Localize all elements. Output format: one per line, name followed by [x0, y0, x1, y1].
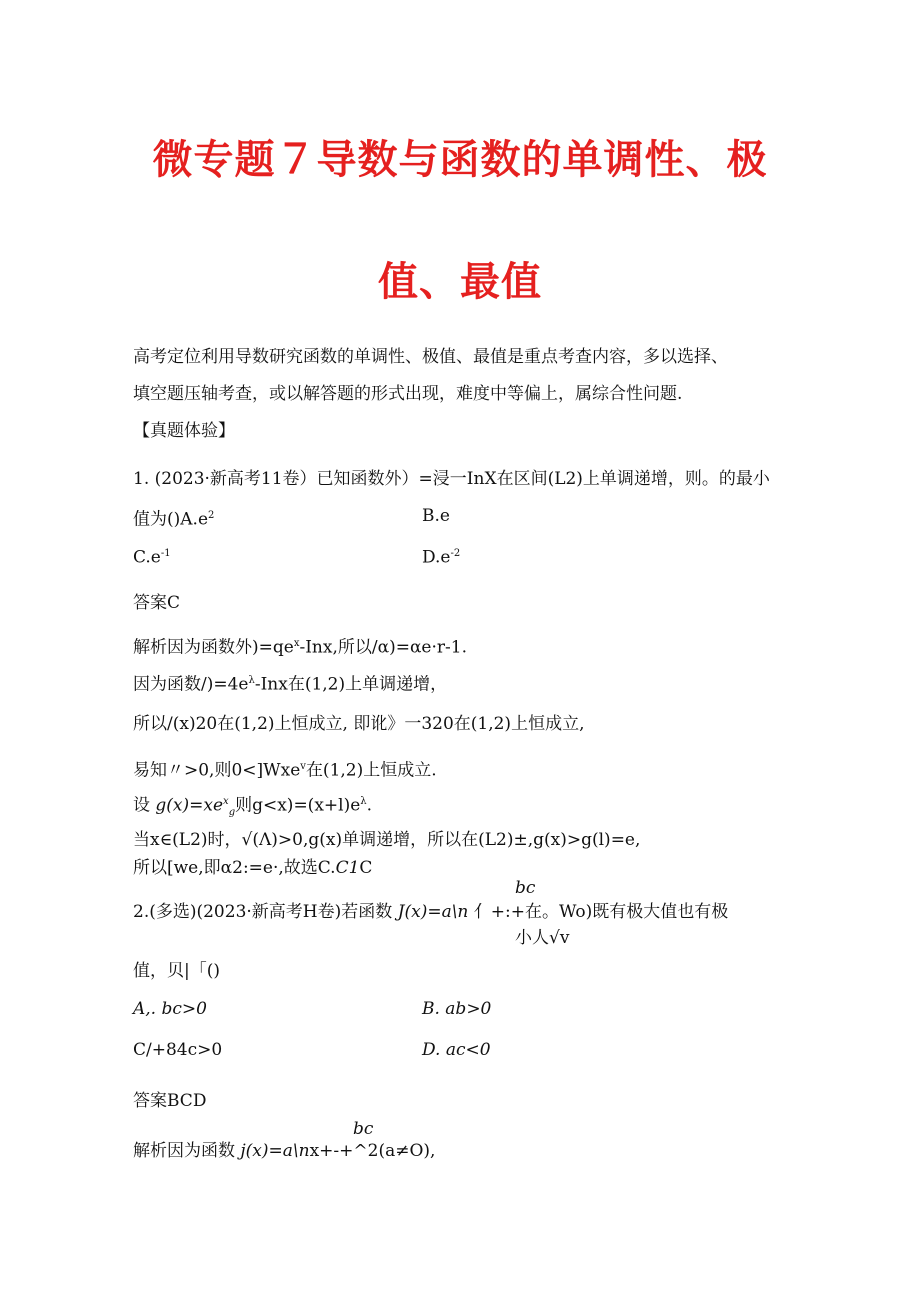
q1-solution-line-3: 所以/(x)20在(1,2)上恒成立, 即讹》一320在(1,2)上恒成立, [133, 714, 585, 734]
q2-function: J(x)=a\n [397, 902, 469, 922]
q1-solution-line-7 [133, 857, 372, 879]
title-line-1: 微专题７导数与函数的单调性、极 [152, 137, 768, 183]
q1-solution-line-1 [133, 633, 467, 659]
q1-option-a: A.e [180, 509, 209, 530]
q2-solution-line-1 [133, 1140, 435, 1162]
q1-sol2-exponent: λ [248, 675, 255, 686]
q1-answer: 答案C [133, 593, 181, 613]
q1-solution-line-6: 当x∈(L2)时，√(Λ)>0,g(x)单调递增，所以在(L2)±,g(x)>g(l)=e, [133, 830, 641, 850]
q1-solution-line-2 [133, 670, 447, 696]
q1-option-b: B.e [422, 506, 450, 526]
q1-option-d-exponent: -2 [450, 548, 461, 559]
q2-option-b: B. ab>0 [422, 999, 492, 1019]
q2-stem-line-1 [133, 901, 728, 923]
q1-sol1-text: 解析因为函数外)=qe [133, 637, 294, 658]
q1-option-d: D.e [422, 547, 451, 568]
q2-fraction-numerator: bc [515, 878, 536, 898]
q1-sol5-subscript: g [228, 807, 236, 819]
q1-sol7-text: 所以[we,即α2:=e·,故选C. [133, 858, 336, 878]
q1-sol2-text: 因为函数/)=4e [133, 674, 249, 695]
q2-stem-rest: 亻+:+在。Wo)既有极大值也有极 [473, 902, 729, 922]
q1-sol5-end: . [366, 795, 373, 816]
q2-solution-fraction-numerator: bc [353, 1119, 374, 1139]
q2-option-c: C∕+84c>0 [133, 1040, 223, 1060]
q1-stem-text: 值为() [133, 509, 181, 530]
q1-sol5-exponent: x [223, 796, 229, 807]
title-line-2: 值、最值 [378, 259, 542, 305]
q2-sol1-text: 解析因为函数 [133, 1141, 235, 1161]
q2-option-d: D. ac<0 [422, 1040, 491, 1060]
q2-fraction-denominator: 小人√v [515, 928, 570, 948]
section-heading: 【真题体验】 [133, 421, 235, 441]
q1-sol4-exponent: v [300, 761, 306, 772]
q1-option-c-exponent: -1 [160, 548, 171, 559]
q1-sol5-lead: 设 [133, 795, 150, 816]
q1-sol7-italic: C1 [335, 858, 360, 878]
q2-answer: 答案BCD [133, 1091, 207, 1111]
q1-sol4-text: 易知〃>0,则0<]Wxe [133, 760, 301, 781]
q2-sol1-function: j(x)=a\n [240, 1141, 310, 1161]
q1-sol7-end: C [359, 858, 373, 878]
q1-sol4-rest: 在(1,2)上恒成立. [305, 760, 437, 781]
q1-sol5-function: g(x)=xe [155, 795, 224, 816]
q2-sol1-rest: x+-+^2(a≠O), [309, 1141, 436, 1161]
q1-solution-line-5 [133, 791, 372, 824]
q1-sol5-exponent-2: λ [360, 796, 367, 807]
q1-sol5-derivative: 则g<x)=(x+l)e [235, 795, 361, 816]
intro-line-1: 高考定位利用导数研究函数的单调性、极值、最值是重点考查内容，多以选择、 [133, 347, 728, 367]
q1-sol2-rest: -Inx在(1,2)上单调递增， [254, 674, 448, 695]
q2-option-a: A,. bc>0 [133, 999, 207, 1019]
q1-stem-line-1: 1. (2023·新高考11卷）已知函数外）=浸一InX在区间(L2)上单调递增，则。的最小 [133, 469, 770, 489]
q1-stem-line-2 [133, 505, 214, 531]
q1-option-c-line [133, 543, 171, 569]
q1-sol1-exponent: x [293, 638, 300, 649]
q1-option-c: C.e [133, 547, 161, 568]
q2-stem-line-2: 值，贝|「() [133, 961, 220, 981]
q1-option-d-line [422, 543, 460, 569]
q1-sol1-rest: -Inx,所以/α)=αe·r-1. [299, 637, 467, 658]
intro-line-2: 填空题压轴考查，或以解答题的形式出现，难度中等偏上，属综合性问题. [133, 384, 683, 404]
q1-option-a-exponent: 2 [208, 510, 215, 521]
q2-stem-text: 2.(多选)(2023·新高考H卷)若函数 [133, 902, 393, 922]
q1-solution-line-4 [133, 756, 437, 782]
